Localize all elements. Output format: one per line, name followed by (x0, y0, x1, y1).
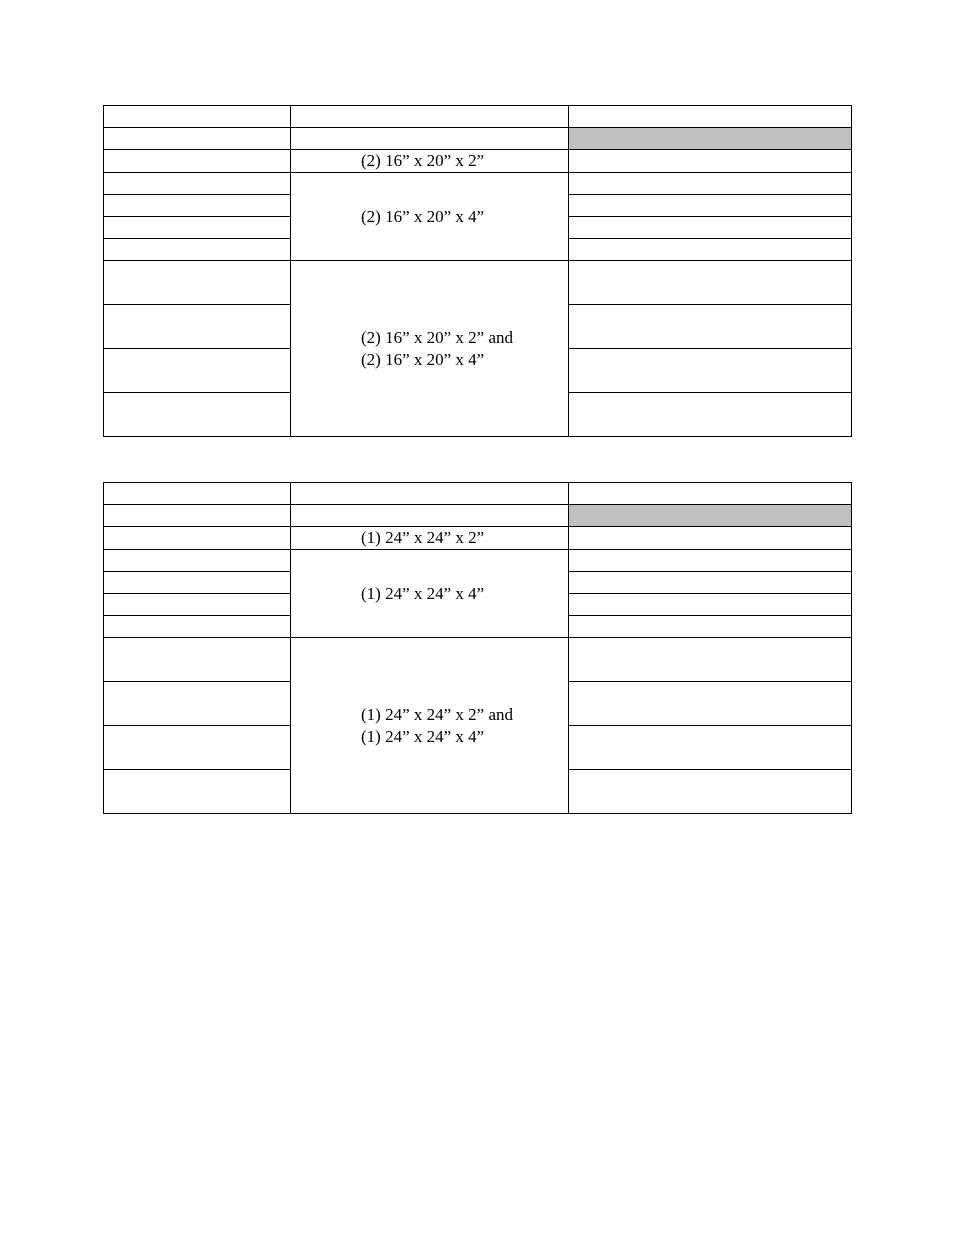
table-row (104, 261, 852, 305)
table-cell (104, 572, 291, 594)
table-cell (569, 550, 852, 572)
table-cell (569, 682, 852, 726)
table-cell (104, 217, 291, 239)
table-cell (104, 393, 291, 437)
filter-size-text: (2) 16” x 20” x 2” and (361, 327, 514, 347)
shaded-cell (569, 128, 852, 150)
table-cell (569, 393, 852, 437)
table-cell (569, 173, 852, 195)
table-cell (291, 106, 569, 128)
filter-size-combo (291, 261, 569, 437)
filter-size-text: (2) 16” x 20” x 4” (361, 349, 485, 369)
table-cell (569, 572, 852, 594)
table-cell (569, 305, 852, 349)
table-row (104, 527, 852, 550)
table-cell (569, 150, 852, 173)
table-cell (104, 349, 291, 393)
table-cell (291, 483, 569, 505)
table-row (104, 550, 852, 572)
filter-size-text: (1) 24” x 24” x 4” (361, 726, 485, 746)
table-cell (569, 217, 852, 239)
filter-size-text: (2) 16” x 20” x 4” (361, 206, 485, 226)
filter-size-text: (2) 16” x 20” x 2” (361, 151, 485, 170)
table-row (104, 150, 852, 173)
table-cell (104, 550, 291, 572)
table-cell (569, 239, 852, 261)
table-cell (569, 483, 852, 505)
filter-size-text: (1) 24” x 24” x 2” (361, 528, 485, 547)
table-cell (569, 616, 852, 638)
table-cell (104, 616, 291, 638)
table-cell (104, 527, 291, 550)
table-cell (104, 770, 291, 814)
table-cell (104, 106, 291, 128)
table-cell (569, 527, 852, 550)
table-cell (569, 726, 852, 770)
table-cell (569, 594, 852, 616)
table-cell (104, 239, 291, 261)
table-cell (104, 483, 291, 505)
table-cell (569, 106, 852, 128)
filter-size-2in (291, 150, 569, 173)
filter-size-4in (291, 173, 569, 261)
filter-size-2in (291, 527, 569, 550)
filter-size-text: (1) 24” x 24” x 2” and (361, 704, 514, 724)
table-row (104, 173, 852, 195)
table-cell (104, 128, 291, 150)
table-row (104, 638, 852, 682)
table-cell (104, 195, 291, 217)
table-cell (104, 305, 291, 349)
filter-size-table-1 (103, 105, 852, 437)
table-cell (291, 128, 569, 150)
table-cell (569, 638, 852, 682)
table-cell (569, 349, 852, 393)
filter-size-text: (1) 24” x 24” x 4” (361, 583, 485, 603)
table-cell (569, 770, 852, 814)
filter-size-4in (291, 550, 569, 638)
table-row (104, 505, 852, 527)
table-cell (104, 261, 291, 305)
filter-size-combo (291, 638, 569, 814)
table-cell (104, 594, 291, 616)
table-row (104, 483, 852, 505)
shaded-cell (569, 505, 852, 527)
table-cell (569, 195, 852, 217)
table-cell (104, 726, 291, 770)
table-cell (104, 173, 291, 195)
table-row (104, 106, 852, 128)
table-cell (569, 261, 852, 305)
table-cell (104, 150, 291, 173)
table-cell (104, 682, 291, 726)
table-cell (104, 505, 291, 527)
table-cell (104, 638, 291, 682)
table-row (104, 128, 852, 150)
table-cell (291, 505, 569, 527)
filter-size-table-2 (103, 482, 852, 814)
